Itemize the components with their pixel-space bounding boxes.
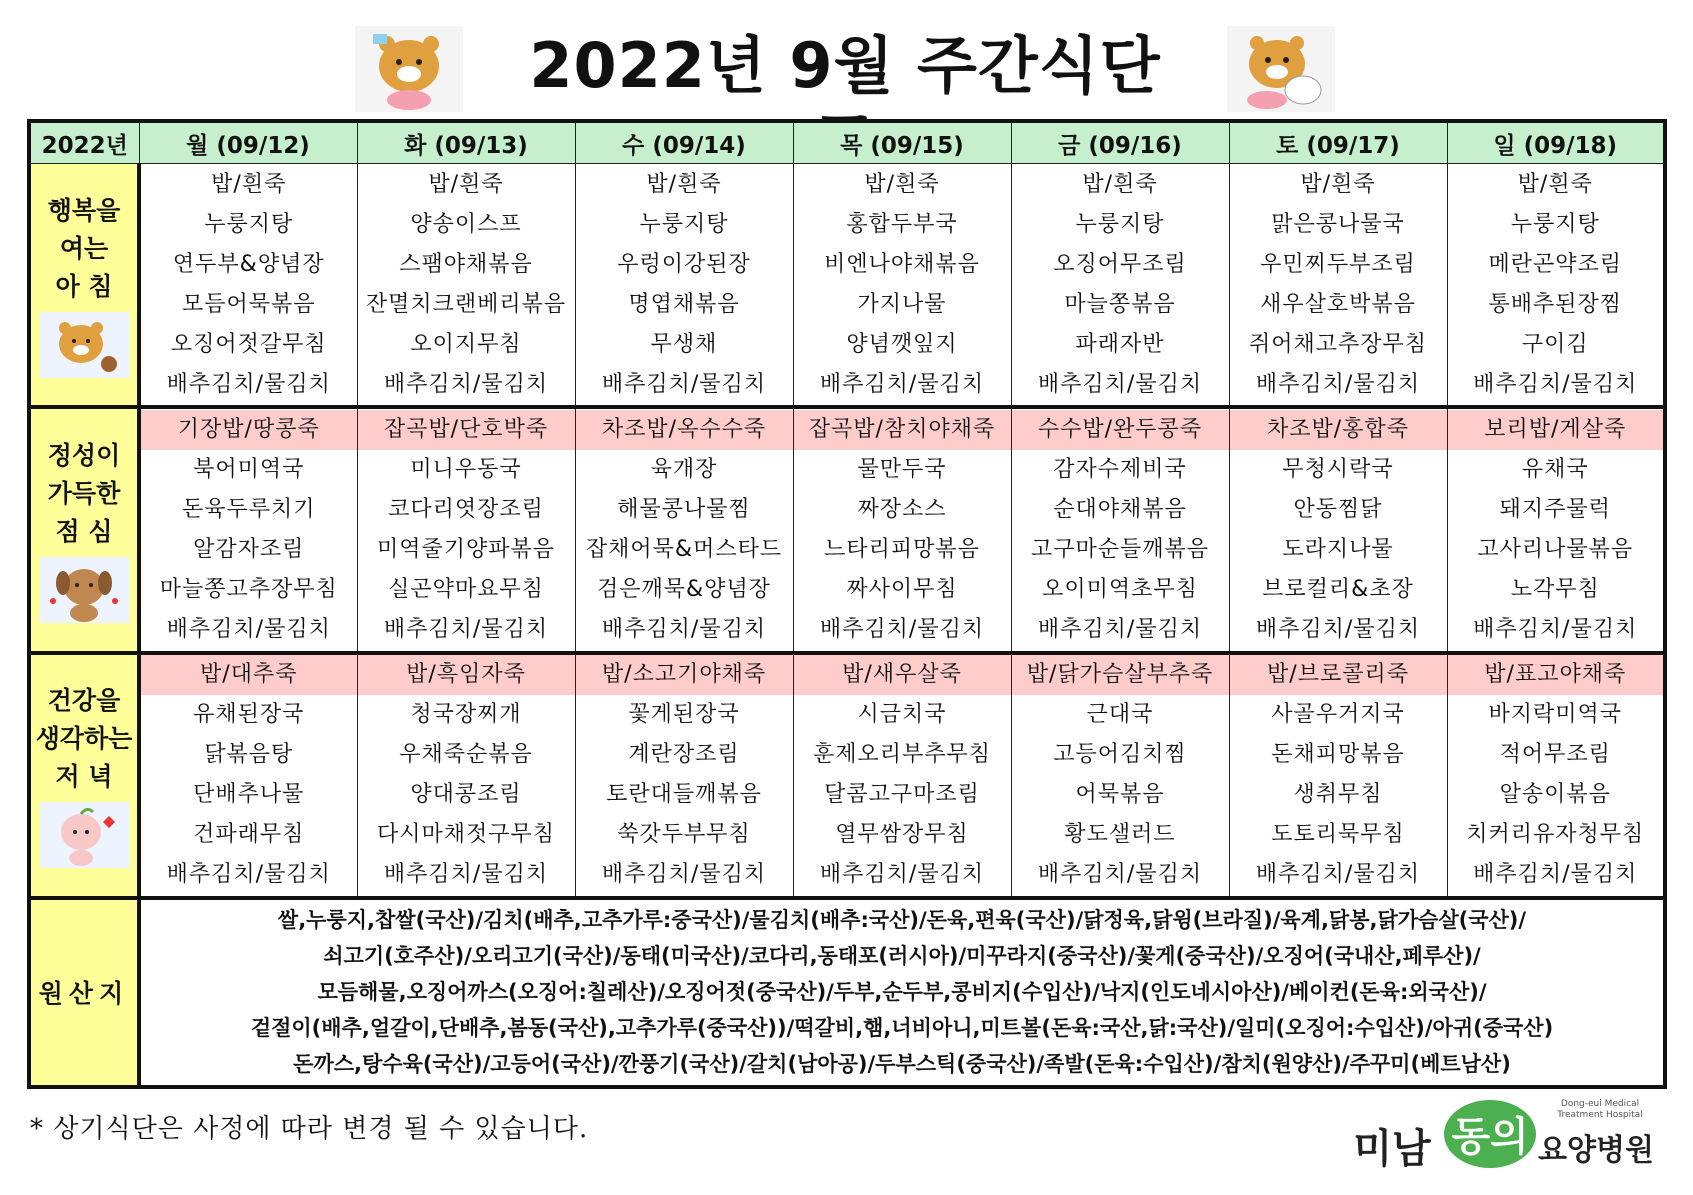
dish-item: 육개장 [650, 456, 718, 482]
dish-list [358, 410, 575, 650]
dish-item: 사골우거지국 [1271, 702, 1405, 728]
breakfast-label [29, 164, 139, 408]
dish-item: 코다리엿장조림 [388, 496, 544, 522]
dish-item: 배추김치/물김치 [1037, 371, 1203, 397]
dish-list [1230, 655, 1447, 895]
dish-list [1012, 410, 1229, 650]
dish-item: 배추김치/물김치 [1255, 616, 1421, 642]
origin-line: 쇠고기(호주산)/오리고기(국산)/동태(미국산)/코다리,동태포(러시아)/미꾸라지(중국산)/꽃게(중국산)/오징어(국내산,페루산)/ [323, 944, 1481, 969]
menu-cell [1011, 653, 1229, 898]
menu-cell [1229, 164, 1447, 408]
meal-label-line: 행복을 [47, 195, 121, 225]
dish-item: 마늘쫑고추장무침 [159, 576, 338, 602]
logo-left-text: 미남 [1353, 1126, 1431, 1172]
dish-item: 꽃게된장국 [628, 702, 740, 728]
dish-item: 노각무침 [1510, 576, 1600, 602]
dish-item-rice-porridge: 밥/흑임자죽 [358, 655, 575, 695]
dish-item: 누룽지탕 [639, 211, 729, 237]
menu-cell [1011, 164, 1229, 408]
dish-item: 오징어무조림 [1053, 251, 1187, 277]
dish-item: 짜사이무침 [846, 576, 958, 602]
dish-list [576, 165, 793, 405]
lunch-label [29, 407, 139, 652]
dish-item: 누룽지탕 [204, 211, 294, 237]
meal-label-line: 아 침 [55, 271, 113, 301]
dish-item: 돈채피망볶음 [1271, 742, 1405, 768]
menu-cell [357, 653, 575, 898]
footnote: * 상기식단은 사정에 따라 변경 될 수 있습니다. [30, 1114, 589, 1144]
dish-list [794, 165, 1011, 405]
menu-cell [1229, 653, 1447, 898]
menu-cell [575, 653, 793, 898]
dish-item: 바지락미역국 [1488, 702, 1622, 728]
menu-cell [575, 164, 793, 408]
menu-cell [1011, 407, 1229, 652]
hospital-logo [1330, 1090, 1670, 1180]
dish-item: 어묵볶음 [1075, 782, 1165, 808]
meal-label-line: 여는 [59, 233, 109, 263]
dish-item: 적어무조림 [1499, 742, 1611, 768]
menu-cell [139, 164, 357, 408]
dish-item: 근대국 [1086, 702, 1154, 728]
dish-list [1012, 165, 1229, 405]
dish-list [1012, 655, 1229, 895]
dish-item: 양송이스프 [410, 211, 522, 237]
dish-item: 배추김치/물김치 [1037, 616, 1203, 642]
dish-item: 브로컬리&초장 [1262, 576, 1414, 602]
dish-item: 배추김치/물김치 [819, 616, 985, 642]
dish-list [141, 410, 357, 650]
day-header-sun: 일 (09/18) [1447, 121, 1665, 164]
dish-item: 양념깻잎지 [846, 331, 958, 357]
meal-label-line: 점 심 [55, 516, 113, 546]
dish-item-rice-porridge: 잡곡밥/참치야채죽 [794, 410, 1011, 450]
dish-item: 닭볶음탕 [204, 742, 294, 768]
dish-list [358, 655, 575, 895]
dish-item: 배추김치/물김치 [166, 862, 331, 888]
dish-item: 달콤고구마조림 [824, 782, 980, 808]
dish-item: 배추김치/물김치 [819, 862, 985, 888]
logo-english-line1: Dong-eui Medical [1560, 1099, 1640, 1109]
dish-item: 열무쌈장무침 [835, 822, 969, 848]
title-area [355, 26, 1335, 106]
dish-item: 배추김치/물김치 [383, 371, 549, 397]
menu-cell [1447, 164, 1665, 408]
dish-item: 고사리나물볶음 [1477, 536, 1634, 562]
dish-item: 우렁이강된장 [617, 251, 751, 277]
dish-item: 배추김치/물김치 [1255, 862, 1421, 888]
dish-item: 순대야채볶음 [1053, 496, 1187, 522]
dish-item: 메란곤약조림 [1488, 251, 1622, 277]
dish-item: 훈제오리부추무침 [812, 742, 992, 768]
dish-item-rice-porridge: 기장밥/땅콩죽 [141, 410, 357, 450]
day-header-thu: 목 (09/15) [793, 121, 1011, 164]
origin-line: 돈까스,탕수육(국산)/고등어(국산)/깐풍기(국산)/갈치(남아공)/두부스틱(중국산)/족발(돈육:수입산)/참치(원양산)/주꾸미(베트남산) [293, 1052, 1511, 1077]
dish-item: 알감자조림 [193, 536, 305, 562]
dish-item-rice-porridge: 밥/브로콜리죽 [1230, 655, 1447, 695]
meal-label-line: 가득한 [47, 478, 121, 508]
dish-list [141, 165, 357, 405]
dish-item: 계란장조림 [628, 742, 740, 768]
dish-item: 오이미역초무침 [1042, 576, 1198, 602]
dish-list [1230, 410, 1447, 650]
dish-item: 구이김 [1521, 331, 1589, 357]
menu-cell [357, 164, 575, 408]
dish-list [794, 410, 1011, 650]
dish-item: 물만두국 [857, 456, 947, 482]
dish-item: 오징어젓갈무침 [170, 331, 327, 357]
dish-item: 홍합두부국 [846, 211, 958, 237]
dish-item: 단배추나물 [193, 782, 305, 808]
dish-item: 누룽지탕 [1075, 211, 1165, 237]
dish-item: 배추김치/물김치 [1037, 862, 1203, 888]
dish-item: 마늘쫑볶음 [1064, 291, 1176, 317]
page-title: 2022년 9월 주간식단 [529, 29, 1161, 102]
lion-mascot-icon [1227, 26, 1335, 112]
dish-item: 잔멸치크랜베리볶음 [365, 291, 567, 317]
menu-cell [139, 407, 357, 652]
dish-item: 배추김치/물김치 [166, 616, 331, 642]
origin-line: 겉절이(배추,얼갈이,단배추,봄동(국산),고추가루(중국산))/떡갈비,햄,너비아니,미트볼(돈육:국산,닭:국산)/일미(오징어:수입산)/아귀(중국산) [250, 1016, 1554, 1041]
dish-list [1448, 165, 1664, 405]
dish-item: 유채국 [1521, 456, 1589, 482]
dish-item: 건파래무침 [193, 822, 305, 848]
dish-item: 배추김치/물김치 [383, 862, 549, 888]
dish-item-rice-porridge: 잡곡밥/단호박죽 [358, 410, 575, 450]
dish-list [141, 655, 357, 895]
dish-item: 밥/흰죽 [1082, 171, 1158, 197]
dish-item: 모듬어묵볶음 [181, 291, 316, 317]
menu-table [27, 119, 1667, 1089]
dish-item: 치커리유자청무침 [1466, 822, 1645, 848]
header-row [29, 121, 1665, 164]
lunch-section [29, 407, 1665, 652]
menu-cell [357, 407, 575, 652]
dish-list [794, 655, 1011, 895]
dish-list [1448, 655, 1664, 895]
dish-item: 고구마순들깨볶음 [1030, 536, 1210, 562]
dinner-section [29, 653, 1665, 898]
lion-mascot-icon [355, 26, 463, 112]
day-header-wed: 수 (09/14) [575, 121, 793, 164]
origin-label: 원산지 [29, 898, 139, 1087]
dish-list [358, 165, 575, 405]
dish-item: 명엽채볶음 [628, 291, 740, 317]
dish-item: 배추김치/물김치 [1473, 862, 1638, 888]
dish-item: 토란대들깨볶음 [606, 782, 762, 808]
year-header: 2022년 [29, 121, 139, 164]
dish-item: 실곤약마요무침 [388, 576, 544, 602]
breakfast-section [29, 164, 1665, 408]
lion-mascot-icon [39, 312, 129, 378]
dish-item: 밥/흰죽 [211, 171, 287, 197]
dish-item: 알송이볶음 [1499, 782, 1611, 808]
dish-item: 밥/흰죽 [428, 171, 504, 197]
dish-item: 유채된장국 [193, 702, 305, 728]
dish-item: 배추김치/물김치 [601, 616, 767, 642]
dish-item: 배추김치/물김치 [601, 862, 767, 888]
dish-item: 황도샐러드 [1064, 822, 1176, 848]
dish-item: 무청시락국 [1282, 456, 1394, 482]
dish-item: 배추김치/물김치 [166, 371, 331, 397]
logo-english-line2: Treatment Hospital [1557, 1110, 1643, 1120]
dish-item: 파래자반 [1075, 331, 1165, 357]
dish-item: 잡채어묵&머스타드 [585, 536, 783, 562]
day-header-sat: 토 (09/17) [1229, 121, 1447, 164]
dish-item-rice-porridge: 수수밥/완두콩죽 [1012, 410, 1229, 450]
dish-item-rice-porridge: 밥/대추죽 [141, 655, 357, 695]
dish-item: 배추김치/물김치 [1473, 371, 1638, 397]
dish-item: 연두부&양념장 [172, 251, 325, 277]
dish-item: 배추김치/물김치 [1255, 371, 1421, 397]
dish-item: 돈육두루치기 [181, 496, 316, 522]
menu-cell [1229, 407, 1447, 652]
logo-circle-text: 동의 [1451, 1114, 1529, 1160]
dish-item: 스팸야채볶음 [399, 251, 533, 277]
dish-item: 시금치국 [857, 702, 947, 728]
dish-item: 밥/흰죽 [646, 171, 722, 197]
origin-text [139, 898, 1665, 1087]
menu-cell [793, 407, 1011, 652]
dish-item: 쥐어채고추장무침 [1248, 331, 1428, 357]
dish-item-rice-porridge: 밥/표고야채죽 [1448, 655, 1664, 695]
dish-item: 배추김치/물김치 [1473, 616, 1638, 642]
dish-list [1448, 410, 1664, 650]
dish-item: 오이지무침 [410, 331, 522, 357]
dish-item-rice-porridge: 보리밥/게살죽 [1448, 410, 1664, 450]
dish-item: 짜장소스 [857, 496, 947, 522]
day-header-fri: 금 (09/16) [1011, 121, 1229, 164]
dish-item: 밥/흰죽 [1517, 171, 1593, 197]
dish-list [576, 655, 793, 895]
dish-item-rice-porridge: 밥/새우살죽 [794, 655, 1011, 695]
day-header-mon: 월 (09/12) [139, 121, 357, 164]
origin-line: 쌀,누룽지,찹쌀(국산)/김치(배추,고추가루:중국산)/물김치(배추:국산)/돈육,편육(국산)/닭정육,닭윙(브라질)/육계,닭봉,닭가슴살(국산)/ [277, 908, 1527, 933]
dish-item: 생취무침 [1293, 782, 1383, 808]
dish-item: 쑥갓두부무침 [617, 822, 751, 848]
dish-item-rice-porridge: 밥/소고기야채죽 [576, 655, 793, 695]
dish-item: 도라지나물 [1282, 536, 1394, 562]
logo-right-text: 요양병원 [1538, 1133, 1654, 1168]
dish-list [576, 410, 793, 650]
dish-item: 해물콩나물찜 [617, 496, 751, 522]
dish-item: 도토리묵무침 [1271, 822, 1405, 848]
dish-item: 고등어김치찜 [1053, 742, 1187, 768]
dish-item: 청국장찌개 [410, 702, 522, 728]
meal-label-line: 저 녁 [55, 762, 113, 792]
dish-item: 안동찜닭 [1293, 496, 1383, 522]
dish-item: 검은깨묵&양념장 [597, 576, 771, 602]
dish-item: 감자수제비국 [1053, 456, 1187, 482]
dinner-label [29, 653, 139, 898]
dish-item: 맑은콩나물국 [1271, 211, 1405, 237]
dish-list [1230, 165, 1447, 405]
dish-item: 밥/흰죽 [864, 171, 940, 197]
dish-item: 배추김치/물김치 [601, 371, 767, 397]
dish-item: 새우살호박볶음 [1260, 291, 1416, 317]
dish-item: 배추김치/물김치 [383, 616, 549, 642]
menu-cell [575, 407, 793, 652]
menu-cell [793, 164, 1011, 408]
menu-cell [1447, 653, 1665, 898]
dish-item-rice-porridge: 차조밥/홍합죽 [1230, 410, 1447, 450]
dish-item: 우민찌두부조림 [1260, 251, 1416, 277]
menu-cell [793, 653, 1011, 898]
dish-item-rice-porridge: 밥/닭가슴살부추죽 [1012, 655, 1229, 695]
dish-item: 밥/흰죽 [1300, 171, 1376, 197]
dish-item: 무생채 [650, 331, 718, 357]
dish-item: 우채죽순볶음 [399, 742, 533, 768]
peach-mascot-icon [39, 802, 129, 868]
dish-item: 미니우동국 [410, 456, 522, 482]
menu-cell [1447, 407, 1665, 652]
dog-mascot-icon [39, 557, 129, 623]
dish-item: 돼지주물럭 [1499, 496, 1611, 522]
dish-item: 비엔나야채볶음 [824, 251, 980, 277]
day-header-tue: 화 (09/13) [357, 121, 575, 164]
dish-item: 배추김치/물김치 [819, 371, 985, 397]
origin-section [29, 898, 1665, 1087]
dish-item: 미역줄기양파볶음 [376, 536, 556, 562]
origin-line: 모듬해물,오징어까스(오징어:칠레산)/오징어젓(중국산)/두부,순두부,콩비지(수입산)/낙지(인도네시아산)/베이컨(돈육:외국산)/ [317, 980, 1487, 1005]
dish-item: 통배추된장찜 [1488, 291, 1622, 317]
dish-item: 북어미역국 [193, 456, 305, 482]
dish-item: 누룽지탕 [1510, 211, 1600, 237]
dish-item-rice-porridge: 차조밥/옥수수죽 [576, 410, 793, 450]
menu-cell [139, 653, 357, 898]
dish-item: 양대콩조림 [410, 782, 522, 808]
dish-item: 가지나물 [857, 291, 947, 317]
dish-item: 느타리피망볶음 [824, 536, 980, 562]
meal-label-line: 정성이 [47, 440, 121, 470]
meal-label-line: 건강을 [47, 686, 121, 716]
dish-item: 다시마채젓구무침 [376, 822, 556, 848]
meal-label-line: 생각하는 [35, 724, 133, 754]
